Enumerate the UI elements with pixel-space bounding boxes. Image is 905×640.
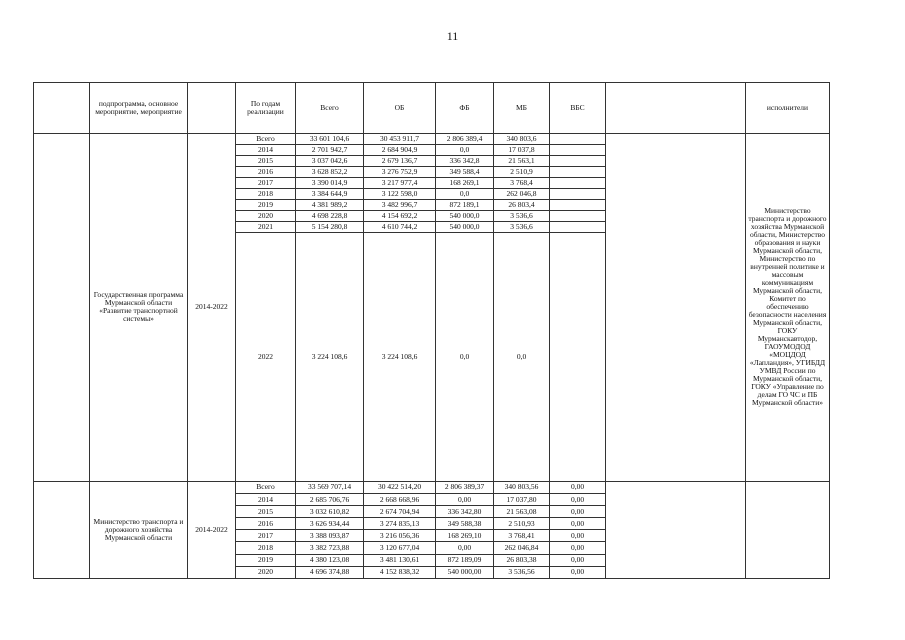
fb-cell: 168 269,1 — [436, 177, 494, 188]
year-cell: 2016 — [236, 518, 296, 530]
header-cell-activity: подпрограмма, основное мероприятие, мероприятие — [90, 83, 188, 134]
fb-cell: 540 000,0 — [436, 221, 494, 232]
blank-cell — [34, 133, 90, 481]
year-cell: 2019 — [236, 199, 296, 210]
vbs-cell: 0,00 — [550, 506, 606, 518]
total-cell: 4 698 228,8 — [296, 210, 364, 221]
ob-cell: 2 684 904,9 — [364, 144, 436, 155]
fb-cell: 540 000,0 — [436, 210, 494, 221]
ministry-name-cell: Министерство транспорта и дорожного хозяйства Мурманской области — [90, 481, 188, 578]
vbs-cell: 0,00 — [550, 566, 606, 578]
period-cell: 2014-2022 — [188, 133, 236, 481]
header-cell-blank — [34, 83, 90, 134]
vbs-cell: 0,00 — [550, 518, 606, 530]
vbs-cell: 0,00 — [550, 530, 606, 542]
year-cell: Всего — [236, 133, 296, 144]
mb-cell: 21 563,08 — [494, 506, 550, 518]
total-cell: 3 224 108,6 — [296, 232, 364, 481]
mb-cell: 340 803,6 — [494, 133, 550, 144]
vbs-cell: 0,00 — [550, 481, 606, 493]
total-cell: 2 685 706,76 — [296, 494, 364, 506]
blank-cell — [606, 133, 746, 481]
total-cell: 3 032 610,82 — [296, 506, 364, 518]
ob-cell: 3 217 977,4 — [364, 177, 436, 188]
ob-cell: 3 224 108,6 — [364, 232, 436, 481]
fb-cell: 872 189,09 — [436, 554, 494, 566]
ob-cell: 3 481 130,61 — [364, 554, 436, 566]
mb-cell: 3 536,6 — [494, 210, 550, 221]
mb-cell: 17 037,8 — [494, 144, 550, 155]
vbs-cell — [550, 166, 606, 177]
blank-cell — [606, 481, 746, 578]
total-cell: 3 384 644,9 — [296, 188, 364, 199]
ob-cell: 3 482 996,7 — [364, 199, 436, 210]
header-cell-total: Всего — [296, 83, 364, 134]
header-row — [34, 83, 830, 134]
year-cell: 2017 — [236, 530, 296, 542]
page-number: 11 — [446, 29, 459, 43]
ob-cell: 30 453 911,7 — [364, 133, 436, 144]
year-cell: 2015 — [236, 506, 296, 518]
period-cell: 2014-2022 — [188, 481, 236, 578]
blank-cell — [746, 481, 830, 578]
vbs-cell — [550, 177, 606, 188]
fb-cell: 349 588,4 — [436, 166, 494, 177]
vbs-cell — [550, 210, 606, 221]
year-cell: 2017 — [236, 177, 296, 188]
header-cell-period — [188, 83, 236, 134]
year-cell: 2018 — [236, 542, 296, 554]
header-cell-years: По годам реализации — [236, 83, 296, 134]
mb-cell: 3 536,56 — [494, 566, 550, 578]
fb-cell: 0,0 — [436, 188, 494, 199]
vbs-cell — [550, 144, 606, 155]
fb-cell: 2 806 389,37 — [436, 481, 494, 493]
ob-cell: 3 276 752,9 — [364, 166, 436, 177]
vbs-cell — [550, 188, 606, 199]
ob-cell: 3 216 056,36 — [364, 530, 436, 542]
header-cell-vbs: ВБС — [550, 83, 606, 134]
ob-cell: 4 610 744,2 — [364, 221, 436, 232]
vbs-cell: 0,00 — [550, 542, 606, 554]
total-cell: 5 154 280,8 — [296, 221, 364, 232]
fb-cell: 336 342,8 — [436, 155, 494, 166]
fb-cell: 349 588,38 — [436, 518, 494, 530]
vbs-cell: 0,00 — [550, 554, 606, 566]
total-cell: 4 696 374,88 — [296, 566, 364, 578]
mb-cell: 26 803,4 — [494, 199, 550, 210]
year-cell: 2016 — [236, 166, 296, 177]
total-cell: 3 626 934,44 — [296, 518, 364, 530]
fb-cell: 872 189,1 — [436, 199, 494, 210]
fb-cell: 168 269,10 — [436, 530, 494, 542]
mb-cell: 26 803,38 — [494, 554, 550, 566]
year-cell: 2020 — [236, 566, 296, 578]
header-cell-mb: МБ — [494, 83, 550, 134]
table-row — [34, 133, 830, 144]
year-cell: 2020 — [236, 210, 296, 221]
year-cell: 2021 — [236, 221, 296, 232]
total-cell: 2 701 942,7 — [296, 144, 364, 155]
mb-cell: 2 510,9 — [494, 166, 550, 177]
year-cell: Всего — [236, 481, 296, 493]
year-cell: 2019 — [236, 554, 296, 566]
total-cell: 3 382 723,88 — [296, 542, 364, 554]
ob-cell: 4 152 838,32 — [364, 566, 436, 578]
ob-cell: 2 674 704,94 — [364, 506, 436, 518]
program-name-cell: Государственная программа Мурманской области «Развитие транспортной системы» — [90, 133, 188, 481]
vbs-cell — [550, 199, 606, 210]
ob-cell: 3 274 835,13 — [364, 518, 436, 530]
vbs-cell — [550, 221, 606, 232]
table-row — [34, 481, 830, 493]
executors-cell: Министерство транспорта и дорожного хозяйства Мурманской области, Министерство образования и науки Мурманской области, Министерство по внутренней политике и массовым коммуникациям Мурманской области, Комитет по обеспечению безопасности населения Мурманской области, ГОКУ Мурманскавтодор, ГАОУМОДОД «МОЦДОД «Лапландия», УГИБДД УМВД России по Мурманской области, ГОКУ «Управление по делам ГО ЧС и ПБ Мурманской области» — [746, 133, 830, 481]
ob-cell: 3 122 598,0 — [364, 188, 436, 199]
mb-cell: 3 768,4 — [494, 177, 550, 188]
header-cell-fb: ФБ — [436, 83, 494, 134]
fb-cell: 0,00 — [436, 494, 494, 506]
mb-cell: 262 046,84 — [494, 542, 550, 554]
total-cell: 4 380 123,08 — [296, 554, 364, 566]
mb-cell: 0,0 — [494, 232, 550, 481]
vbs-cell — [550, 133, 606, 144]
mb-cell: 21 563,1 — [494, 155, 550, 166]
year-cell: 2018 — [236, 188, 296, 199]
total-cell: 3 037 042,6 — [296, 155, 364, 166]
mb-cell: 262 046,8 — [494, 188, 550, 199]
ob-cell: 30 422 514,20 — [364, 481, 436, 493]
header-cell-blank-2 — [606, 83, 746, 134]
total-cell: 3 628 852,2 — [296, 166, 364, 177]
mb-cell: 340 803,56 — [494, 481, 550, 493]
header-cell-executors: исполнители — [746, 83, 830, 134]
year-cell: 2015 — [236, 155, 296, 166]
total-cell: 3 388 093,87 — [296, 530, 364, 542]
vbs-cell — [550, 232, 606, 481]
vbs-cell: 0,00 — [550, 494, 606, 506]
mb-cell: 2 510,93 — [494, 518, 550, 530]
ob-cell: 4 154 692,2 — [364, 210, 436, 221]
fb-cell: 2 806 389,4 — [436, 133, 494, 144]
year-cell: 2014 — [236, 144, 296, 155]
total-cell: 33 601 104,6 — [296, 133, 364, 144]
mb-cell: 3 536,6 — [494, 221, 550, 232]
year-cell: 2014 — [236, 494, 296, 506]
fb-cell: 540 000,00 — [436, 566, 494, 578]
total-cell: 33 569 707,14 — [296, 481, 364, 493]
total-cell: 4 381 989,2 — [296, 199, 364, 210]
year-cell: 2022 — [236, 232, 296, 481]
ob-cell: 2 679 136,7 — [364, 155, 436, 166]
mb-cell: 3 768,41 — [494, 530, 550, 542]
fb-cell: 0,0 — [436, 144, 494, 155]
ob-cell: 3 120 677,04 — [364, 542, 436, 554]
fb-cell: 336 342,80 — [436, 506, 494, 518]
ob-cell: 2 668 668,96 — [364, 494, 436, 506]
vbs-cell — [550, 155, 606, 166]
header-cell-ob: ОБ — [364, 83, 436, 134]
fb-cell: 0,0 — [436, 232, 494, 481]
mb-cell: 17 037,80 — [494, 494, 550, 506]
total-cell: 3 390 014,9 — [296, 177, 364, 188]
budget-table — [33, 82, 830, 579]
blank-cell — [34, 481, 90, 578]
fb-cell: 0,00 — [436, 542, 494, 554]
